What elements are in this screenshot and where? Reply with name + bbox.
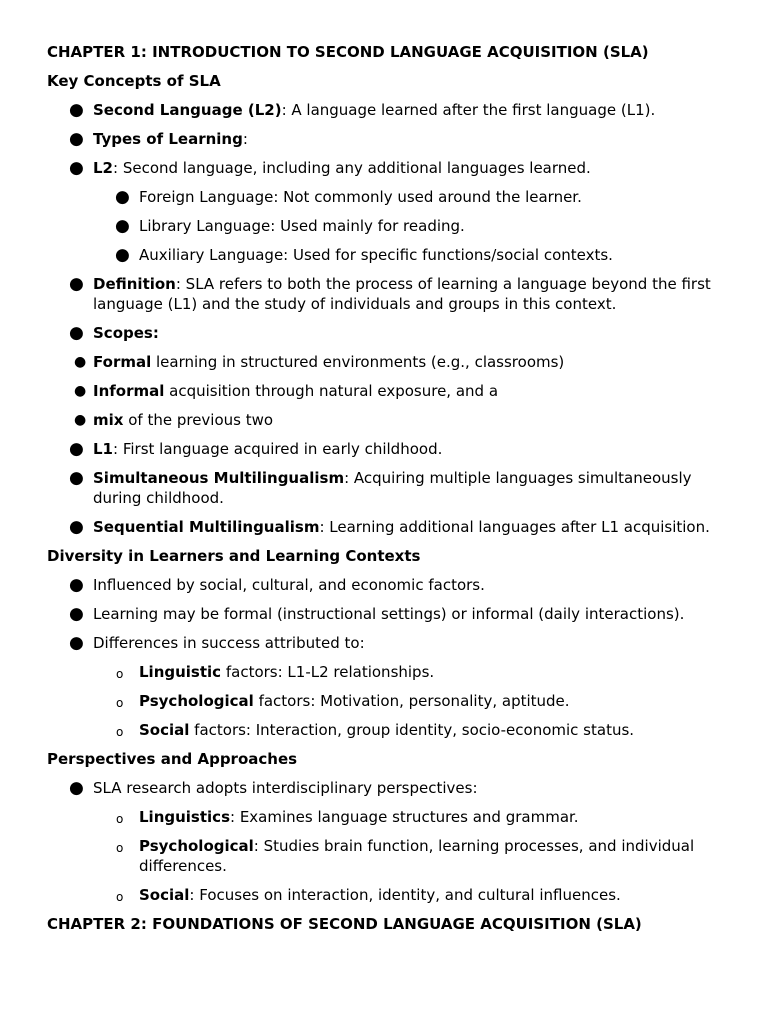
list-item (47, 517, 727, 537)
bullet-icon: ● (69, 778, 84, 798)
term: Types of Learning (93, 130, 243, 148)
term: Social (139, 886, 190, 904)
key-concepts-heading: Key Concepts of SLA (47, 72, 221, 90)
term: Psychological (139, 692, 254, 710)
bullet-icon: ● (69, 274, 84, 294)
perspectives-sublist (47, 807, 727, 905)
language-types-sublist (47, 187, 727, 265)
bullet-icon: ● (69, 100, 84, 120)
item-text: : Examines language structures and grammar. (230, 808, 579, 826)
circle-bullet-icon: o (116, 812, 124, 826)
key-concepts-list (47, 100, 727, 178)
item-text: factors: Motivation, personality, aptitude. (253, 692, 570, 710)
item-text: factors: Interaction, group identity, socio-economic status. (189, 721, 635, 739)
bullet-icon: ● (115, 245, 130, 265)
list-item (47, 836, 727, 876)
bullet-icon: ● (115, 187, 130, 207)
term: Formal (93, 353, 152, 371)
item-text: Influenced by social, cultural, and economic factors. (93, 576, 485, 594)
diversity-factors-sublist (47, 662, 727, 740)
list-item (47, 439, 727, 459)
chapter-2-title: CHAPTER 2: FOUNDATIONS OF SECOND LANGUAGE ACQUISITION (SLA) (47, 915, 642, 933)
item-text: acquisition through natural exposure, and a (164, 382, 499, 400)
list-item (47, 662, 727, 682)
list-item (47, 323, 727, 343)
item-text: : A language learned after the first language (L1). (281, 101, 656, 119)
list-item (47, 410, 727, 430)
list-item (47, 216, 727, 236)
term: L2 (93, 159, 113, 177)
bullet-icon: ● (69, 158, 84, 178)
term: Sequential Multilingualism (93, 518, 320, 536)
item-text: : (242, 130, 248, 148)
bullet-icon: ● (69, 439, 84, 459)
term: Linguistics (139, 808, 230, 826)
item-text: : Second language, including any additional languages learned. (113, 159, 591, 177)
list-item (47, 633, 727, 653)
list-item (47, 187, 727, 207)
item-text: Auxiliary Language: Used for specific functions/social contexts. (139, 246, 613, 264)
item-text: factors: L1-L2 relationships. (221, 663, 435, 681)
list-item (47, 720, 727, 740)
list-item (47, 129, 727, 149)
list-item (47, 468, 727, 508)
diversity-list (47, 575, 727, 653)
list-item (47, 100, 727, 120)
item-text: SLA research adopts interdisciplinary perspectives: (93, 779, 478, 797)
bullet-icon: ● (74, 354, 87, 370)
item-text: Learning may be formal (instructional settings) or informal (daily interactions). (93, 605, 685, 623)
term: mix (93, 411, 124, 429)
list-item (47, 381, 727, 401)
bullet-icon: ● (115, 216, 130, 236)
item-text: Library Language: Used mainly for reading. (139, 217, 465, 235)
item-text: Differences in success attributed to: (93, 634, 365, 652)
term: Scopes: (93, 324, 159, 342)
item-text: : SLA refers to both the process of learning a language beyond the first language (L1) and the study of individuals and groups in this context. (93, 275, 711, 313)
bullet-icon: ● (69, 604, 84, 624)
document-page (47, 42, 727, 943)
perspectives-heading: Perspectives and Approaches (47, 750, 298, 768)
item-text: : Focuses on interaction, identity, and cultural influences. (189, 886, 621, 904)
circle-bullet-icon: o (116, 696, 124, 710)
diversity-heading: Diversity in Learners and Learning Contexts (47, 547, 421, 565)
bullet-icon: ● (69, 129, 84, 149)
list-item (47, 885, 727, 905)
term: Linguistic (139, 663, 222, 681)
list-item (47, 245, 727, 265)
circle-bullet-icon: o (116, 667, 124, 681)
term: Definition (93, 275, 176, 293)
definition-list (47, 274, 727, 537)
list-item (47, 158, 727, 178)
item-text: of the previous two (123, 411, 274, 429)
term: Second Language (L2) (93, 101, 282, 119)
item-text: : Studies brain function, learning processes, and individual differences. (139, 837, 695, 875)
bullet-icon: ● (74, 383, 87, 399)
term: Simultaneous Multilingualism (93, 469, 345, 487)
list-item (47, 778, 727, 798)
bullet-icon: ● (69, 575, 84, 595)
bullet-icon: ● (69, 468, 84, 488)
circle-bullet-icon: o (116, 841, 124, 855)
item-text: : Learning additional languages after L1 acquisition. (319, 518, 710, 536)
list-item (47, 691, 727, 711)
bullet-icon: ● (74, 412, 87, 428)
term: L1 (93, 440, 113, 458)
item-text: learning in structured environments (e.g., classrooms) (151, 353, 565, 371)
term: Psychological (139, 837, 254, 855)
bullet-icon: ● (69, 633, 84, 653)
term: Social (139, 721, 190, 739)
item-text: : First language acquired in early childhood. (113, 440, 443, 458)
list-item (47, 352, 727, 372)
list-item (47, 807, 727, 827)
bullet-icon: ● (69, 517, 84, 537)
list-item (47, 575, 727, 595)
list-item (47, 604, 727, 624)
chapter-1-title: CHAPTER 1: INTRODUCTION TO SECOND LANGUAGE ACQUISITION (SLA) (47, 43, 649, 61)
circle-bullet-icon: o (116, 725, 124, 739)
bullet-icon: ● (69, 323, 84, 343)
circle-bullet-icon: o (116, 890, 124, 904)
term: Informal (93, 382, 165, 400)
perspectives-list (47, 778, 727, 798)
item-text: Foreign Language: Not commonly used around the learner. (139, 188, 582, 206)
item-text: : Acquiring multiple languages simultaneously during childhood. (93, 469, 692, 507)
list-item (47, 274, 727, 314)
